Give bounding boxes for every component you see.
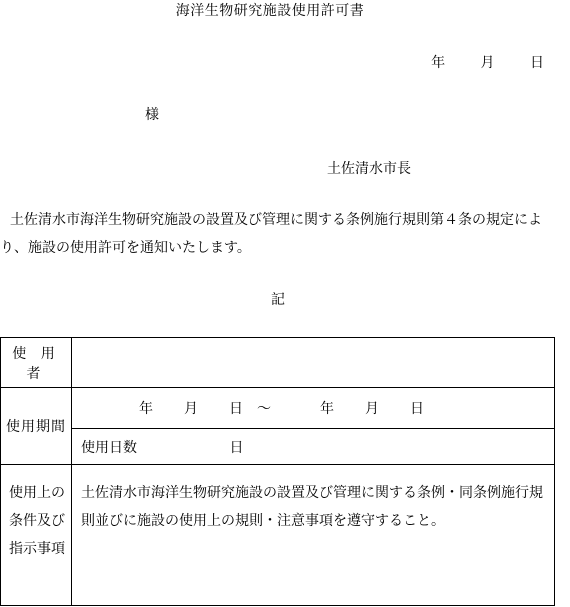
period-start-day: 日 [229,401,243,417]
issuer-name: 土佐清水市長 [327,161,411,177]
period-end-year: 年 [320,401,334,417]
user-label: 使 用 者 [12,345,60,382]
period-end-month: 月 [365,401,379,417]
period-label-cell [1,388,72,465]
notice-body [0,206,570,262]
period-row [1,388,555,429]
days-label: 使用日数 [81,439,137,456]
date-year: 年 [431,55,446,71]
days-row [1,429,555,465]
issue-date [431,52,544,72]
date-month: 月 [480,55,495,71]
conditions-label-line-2: 条件及び [9,513,65,529]
user-value-cell [72,338,555,388]
document-title: 海洋生物研究施設使用許可書 [175,3,365,19]
user-row [1,338,555,388]
ki-heading: 記 [271,292,285,308]
notice-body-line-2: り、施設の使用許可を通知いたします。 [0,240,251,256]
conditions-text: 土佐清水市海洋生物研究施設の設置及び管理に関する条例・同条例施行規則並びに施設の使用上の規則・注意事項を遵守すること。 [72,465,555,606]
notice-body-line-1: 土佐清水市海洋生物研究施設の設置及び管理に関する条例施行規則第４条の規定によ [10,212,542,228]
conditions-row [1,465,555,606]
recipient-honorific: 様 [145,107,159,123]
period-start-month: 月 [184,401,198,417]
date-day: 日 [530,55,544,71]
period-dates [72,398,554,418]
permit-details-table [0,337,555,606]
period-value-cell [72,388,555,429]
period-label: 使用期間 [6,419,66,435]
user-label-cell [1,338,72,388]
days-value-cell [72,429,555,465]
period-tilde: ～ [257,401,271,417]
days-content [72,437,554,457]
conditions-label-cell [1,465,72,606]
days-unit: 日 [229,439,244,456]
conditions-label-line-1: 使用上の [9,485,65,501]
period-end-day: 日 [410,401,424,417]
conditions-label-line-3: 指示事項 [9,541,65,557]
period-start-year: 年 [139,401,153,417]
